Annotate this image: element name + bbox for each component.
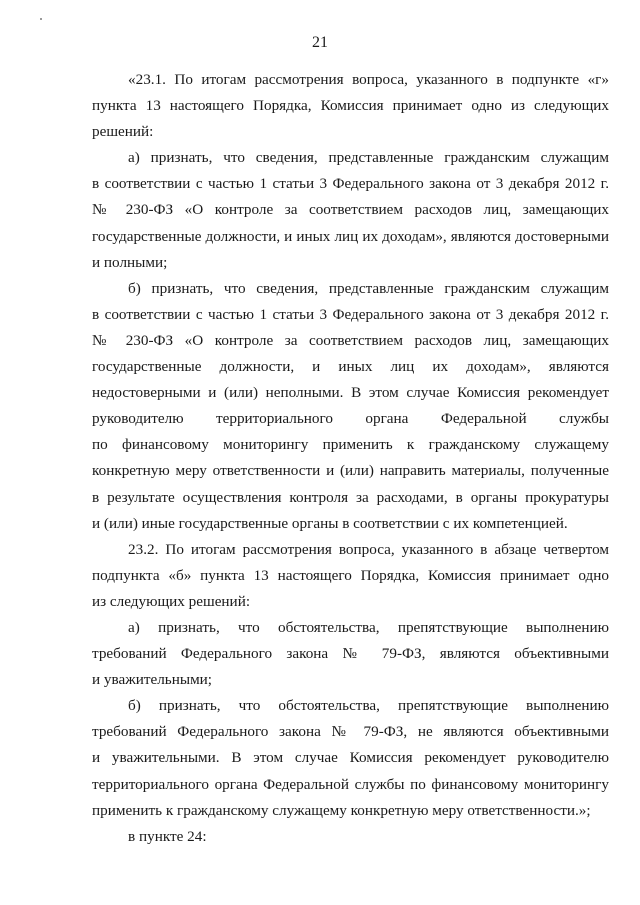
text-line: 23.2. По итогам рассмотрения вопроса, указанного в абзаце четвертом xyxy=(128,540,609,558)
text-line: требований Федерального закона № 79-ФЗ, являются объективными xyxy=(92,645,609,663)
text-line: по финансовому мониторингу применить к гражданскому служащему xyxy=(92,436,609,454)
text-line: руководителю территориального органа Федеральной службы xyxy=(92,410,609,428)
text-line: государственные должности, и иных лиц их доходам», являются xyxy=(92,358,609,376)
text-line: конкретную меру ответственности и (или) направить материалы, полученные xyxy=(92,462,609,480)
text-line: и полными; xyxy=(92,253,168,271)
paragraph xyxy=(92,824,609,850)
text-line: подпункта «б» пункта 13 настоящего Порядка, Комиссия принимает одно xyxy=(92,566,609,584)
text-line: в соответствии с частью 1 статьи 3 Федерального закона от 3 декабря 2012 г. xyxy=(92,305,609,323)
text-line: и (или) иные государственные органы в соответствии с их компетенцией. xyxy=(92,514,568,532)
text-line: требований Федерального закона № 79-ФЗ, не являются объективными xyxy=(92,723,609,741)
text-line: решений: xyxy=(92,123,154,141)
text-line: а) признать, что сведения, представленные гражданским служащим xyxy=(128,149,609,167)
text-line: пункта 13 настоящего Порядка, Комиссия принимает одно из следующих xyxy=(92,97,609,115)
text-line: и уважительными. В этом случае Комиссия рекомендует руководителю xyxy=(92,749,609,767)
text-line: № 230-ФЗ «О контроле за соответствием расходов лиц, замещающих xyxy=(92,201,609,219)
text-line: № 230-ФЗ «О контроле за соответствием расходов лиц, замещающих xyxy=(92,331,609,349)
text-line: и уважительными; xyxy=(92,671,213,689)
text-line: государственные должности, и иных лиц их доходам», являются достоверными xyxy=(92,227,609,245)
paragraph xyxy=(92,537,609,615)
text-line: б) признать, что обстоятельства, препятствующие выполнению xyxy=(128,697,609,715)
text-line: недостоверными и (или) неполными. В этом случае Комиссия рекомендует xyxy=(92,384,609,402)
page-number: 21 xyxy=(312,34,328,51)
text-line: «23.1. По итогам рассмотрения вопроса, указанного в подпункте «г» xyxy=(128,71,609,88)
text-line: в результате осуществления контроля за расходами, в органы прокуратуры xyxy=(92,488,609,506)
paragraph xyxy=(92,693,609,823)
paragraph xyxy=(92,615,609,693)
paragraph xyxy=(92,67,609,145)
text-line: в соответствии с частью 1 статьи 3 Федерального закона от 3 декабря 2012 г. xyxy=(92,175,609,193)
paragraph xyxy=(92,276,609,537)
paragraph xyxy=(92,145,609,275)
scan-speck xyxy=(40,18,42,20)
text-line: б) признать, что сведения, представленные гражданским служащим xyxy=(128,279,609,297)
document-body xyxy=(92,67,609,850)
text-line: применить к гражданскому служащему конкретную меру ответственности.»; xyxy=(92,801,591,819)
text-line: территориального органа Федеральной службы по финансовому мониторингу xyxy=(92,775,609,793)
text-line: в пункте 24: xyxy=(128,827,207,845)
text-line: из следующих решений: xyxy=(92,592,251,610)
text-line: а) признать, что обстоятельства, препятствующие выполнению xyxy=(128,618,609,636)
